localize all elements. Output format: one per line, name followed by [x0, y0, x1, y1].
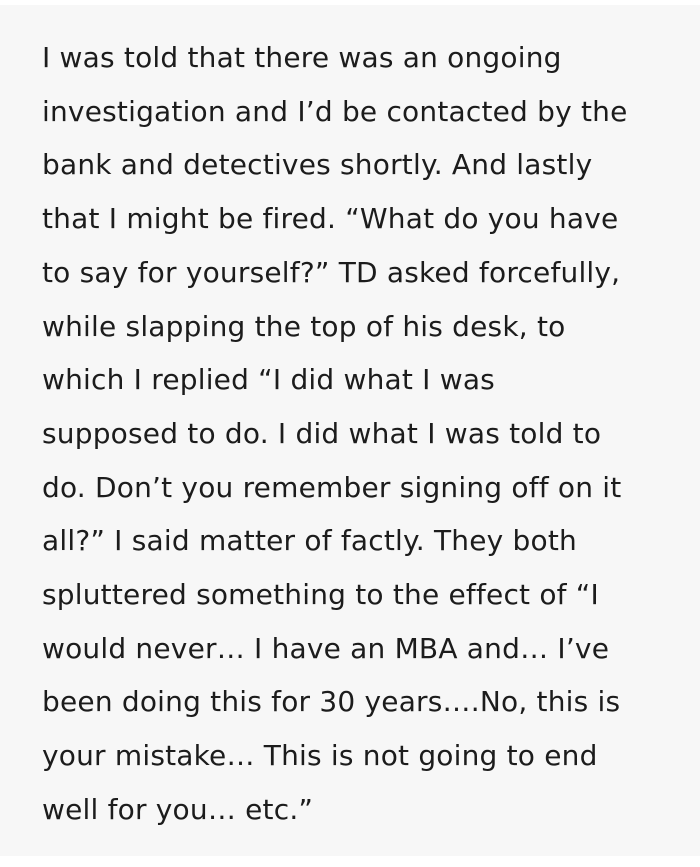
story-line: been doing this for 30 years….No, this is: [42, 685, 621, 719]
story-line: spluttered something to the effect of “I: [42, 578, 599, 612]
story-line: I was told that there was an ongoing: [42, 41, 562, 74]
story-line: supposed to do. I did what I was told to: [42, 416, 602, 450]
story-line: bank and detectives shortly. And lastly: [42, 148, 593, 182]
story-text-card: [0, 5, 700, 856]
story-line: well for you… etc.”: [42, 792, 314, 826]
story-line: do. Don’t you remember signing off on it: [42, 470, 622, 504]
story-line: investigation and I’d be contacted by the: [42, 94, 628, 128]
story-line: your mistake… This is not going to end: [42, 739, 598, 773]
story-line: would never… I have an MBA and… I’ve: [42, 631, 610, 665]
story-line: while slapping the top of his desk, to: [42, 309, 566, 343]
story-line: which I replied “I did what I was: [42, 363, 495, 397]
story-line: to say for yourself?” TD asked forcefully,: [42, 255, 621, 289]
story-line: all?” I said matter of factly. They both: [42, 524, 577, 558]
story-line: that I might be fired. “What do you have: [42, 202, 619, 236]
